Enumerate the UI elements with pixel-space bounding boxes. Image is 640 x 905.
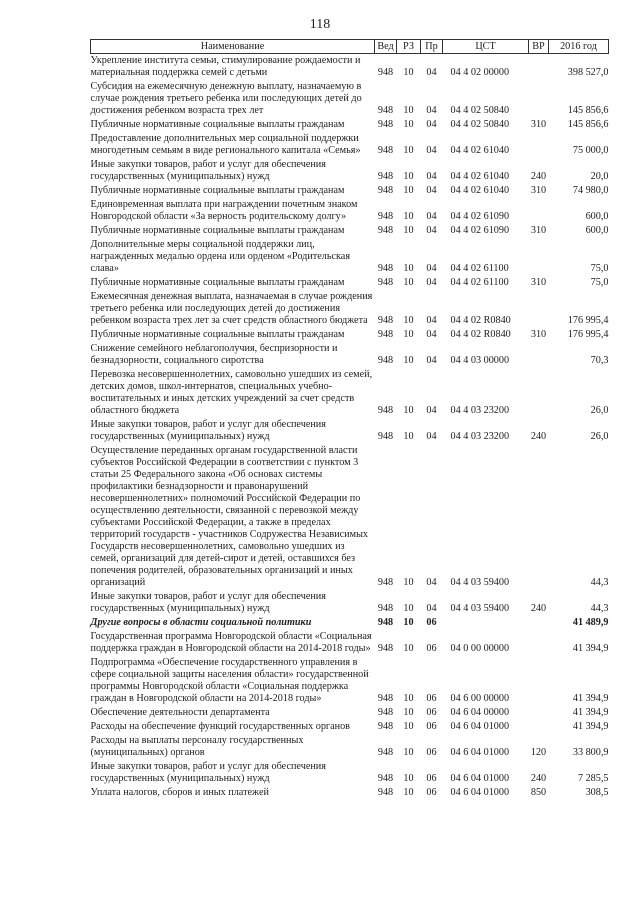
row-pr: 04 <box>426 225 437 236</box>
row-ved: 948 <box>377 431 394 442</box>
page-number: 118 <box>309 17 331 32</box>
table-row <box>91 368 609 418</box>
row-name: Иные закупки товаров, работ и услуг для обеспечения государственных (муниципальных) нужд <box>90 419 326 442</box>
row-ved: 948 <box>377 67 394 78</box>
row-pr: 04 <box>426 355 437 366</box>
row-vr <box>529 132 549 158</box>
row-ved: 948 <box>377 185 394 196</box>
row-vr <box>529 656 549 706</box>
row-vr <box>529 720 549 734</box>
row-vr <box>529 630 549 656</box>
row-vr: 240 <box>530 171 547 182</box>
row-vr <box>529 342 549 368</box>
row-sum: 41 394,9 <box>572 693 609 704</box>
row-vr <box>529 616 549 630</box>
row-rz: 10 <box>403 225 414 236</box>
row-cst: 04 4 02 50840 <box>450 105 510 116</box>
row-sum: 600,0 <box>585 211 609 222</box>
row-vr <box>529 706 549 720</box>
row-sum: 145 856,6 <box>567 105 609 116</box>
table-row <box>91 238 609 276</box>
row-vr: 240 <box>530 431 547 442</box>
row-rz: 10 <box>403 787 414 798</box>
budget-table <box>90 39 609 800</box>
row-rz: 10 <box>403 603 414 614</box>
table-row <box>91 656 609 706</box>
row-ved: 948 <box>377 405 394 416</box>
row-sum: 20,0 <box>590 171 609 182</box>
row-vr <box>529 54 549 81</box>
row-cst: 04 4 03 23200 <box>450 431 510 442</box>
row-vr <box>529 238 549 276</box>
row-name: Предоставление дополнительных мер социальной поддержки многодетным семьям в виде регионального капитала «Семья» <box>90 133 361 156</box>
row-sum: 41 394,9 <box>572 707 609 718</box>
row-name: Снижение семейного неблагополучия, беспризорности и безнадзорности, социального сиротства <box>90 343 338 366</box>
row-name: Другие вопросы в области социальной политики <box>90 617 312 628</box>
row-pr: 04 <box>426 145 437 156</box>
table-row <box>91 158 609 184</box>
row-name: Ежемесячная денежная выплата, назначаемая в случае рождения третьего ребенка или последующих детей до достижения ребенком возраста трех лет за счет средств областного бюджета <box>90 291 373 326</box>
table-row <box>91 132 609 158</box>
row-sum: 7 285,5 <box>577 773 609 784</box>
row-cst: 04 6 04 01000 <box>450 773 510 784</box>
row-sum: 44,3 <box>590 577 609 588</box>
row-name: Осуществление переданных органам государственной власти субъектов Российской Федерации в соответствии с пунктом 3 статьи 25 Федерального закона «Об основах системы профилактики безнадзорности и правонарушений несовершеннолетних» полномочий Российской Федерации по осуществлению деятельности, связанной с перевозкой между субъектами Российской Федерации, а также в пределах территорий государств - участников Содружества Независимых Государств несовершеннолетних, самовольно ушедших из семей, организаций для детей-сирот и детей, оставшихся без попечения родителей, образовательных организаций и иных организаций <box>90 445 369 588</box>
row-cst: 04 4 02 R0840 <box>450 315 511 326</box>
row-rz: 10 <box>403 277 414 288</box>
row-pr: 04 <box>426 315 437 326</box>
row-name: Иные закупки товаров, работ и услуг для обеспечения государственных (муниципальных) нужд <box>90 761 326 784</box>
row-name: Подпрограмма «Обеспечение государственного управления в сфере социальной защиты населения области» государственной программы Новгородской области «Социальная поддержка граждан в Новгородской области на 2014-2018 годы» <box>90 657 369 704</box>
row-rz: 10 <box>403 773 414 784</box>
row-name: Публичные нормативные социальные выплаты гражданам <box>90 277 345 288</box>
table-row <box>91 786 609 800</box>
row-pr: 04 <box>426 277 437 288</box>
row-pr: 04 <box>426 67 437 78</box>
row-cst: 04 6 00 00000 <box>450 693 510 704</box>
header-cst: ЦСТ <box>443 40 529 54</box>
row-vr <box>529 290 549 328</box>
row-pr: 06 <box>426 787 437 798</box>
row-ved: 948 <box>377 171 394 182</box>
row-cst: 04 4 02 61090 <box>450 225 510 236</box>
row-ved: 948 <box>377 355 394 366</box>
row-sum: 26,0 <box>590 405 609 416</box>
row-pr: 06 <box>426 707 437 718</box>
table-row <box>91 184 609 198</box>
row-rz: 10 <box>403 315 414 326</box>
table-row <box>91 80 609 118</box>
row-ved: 948 <box>377 263 394 274</box>
row-cst: 04 6 04 01000 <box>450 721 510 732</box>
table-row <box>91 224 609 238</box>
row-name: Обеспечение деятельности департамента <box>90 707 270 718</box>
row-pr: 04 <box>426 577 437 588</box>
row-ved: 948 <box>377 617 394 628</box>
row-sum: 41 489,9 <box>572 617 609 628</box>
row-ved: 948 <box>377 329 394 340</box>
row-pr: 04 <box>426 105 437 116</box>
row-vr: 310 <box>530 119 547 130</box>
row-vr: 310 <box>530 225 547 236</box>
row-rz: 10 <box>403 355 414 366</box>
row-name: Иные закупки товаров, работ и услуг для обеспечения государственных (муниципальных) нужд <box>90 159 326 182</box>
row-pr: 06 <box>426 773 437 784</box>
row-vr <box>529 368 549 418</box>
row-pr: 04 <box>426 329 437 340</box>
row-rz: 10 <box>403 185 414 196</box>
table-row <box>91 630 609 656</box>
row-cst: 04 6 04 01000 <box>450 787 510 798</box>
row-cst <box>443 616 529 630</box>
row-name: Публичные нормативные социальные выплаты гражданам <box>90 329 345 340</box>
table-row <box>91 720 609 734</box>
row-name: Расходы на выплаты персоналу государственных (муниципальных) органов <box>90 735 304 758</box>
table-row <box>91 328 609 342</box>
row-cst: 04 4 02 61040 <box>450 145 510 156</box>
row-pr: 06 <box>426 721 437 732</box>
row-vr: 310 <box>530 329 547 340</box>
row-name: Расходы на обеспечение функций государственных органов <box>90 721 350 732</box>
row-sum: 75,0 <box>590 277 609 288</box>
row-sum: 308,5 <box>585 787 609 798</box>
row-name: Иные закупки товаров, работ и услуг для обеспечения государственных (муниципальных) нужд <box>90 591 326 614</box>
table-row <box>91 54 609 81</box>
row-cst: 04 4 02 61090 <box>450 211 510 222</box>
table-row <box>91 342 609 368</box>
row-rz: 10 <box>403 119 414 130</box>
row-ved: 948 <box>377 577 394 588</box>
row-rz: 10 <box>403 211 414 222</box>
row-sum: 600,0 <box>585 225 609 236</box>
header-vr: ВР <box>529 40 549 54</box>
row-sum: 176 995,4 <box>567 315 609 326</box>
row-sum: 33 800,9 <box>572 747 609 758</box>
table-row <box>91 760 609 786</box>
row-sum: 26,0 <box>590 431 609 442</box>
row-rz: 10 <box>403 171 414 182</box>
row-rz: 10 <box>403 707 414 718</box>
row-rz: 10 <box>403 329 414 340</box>
table-row <box>91 118 609 132</box>
row-ved: 948 <box>377 721 394 732</box>
row-name: Единовременная выплата при награждении почетным знаком Новгородской области «За верность родительскому долгу» <box>90 199 358 222</box>
row-rz: 10 <box>403 145 414 156</box>
row-pr: 04 <box>426 603 437 614</box>
row-ved: 948 <box>377 105 394 116</box>
row-pr: 06 <box>426 643 437 654</box>
row-pr: 06 <box>426 693 437 704</box>
row-vr: 310 <box>530 185 547 196</box>
row-rz: 10 <box>403 67 414 78</box>
row-name: Укрепление института семьи, стимулирование рождаемости и материальная поддержка семей с детьми <box>90 55 361 78</box>
header-year: 2016 год <box>549 40 609 54</box>
row-pr: 06 <box>426 747 437 758</box>
row-rz: 10 <box>403 405 414 416</box>
row-name: Публичные нормативные социальные выплаты гражданам <box>90 185 345 196</box>
row-ved: 948 <box>377 693 394 704</box>
row-pr: 04 <box>426 119 437 130</box>
row-sum: 75,0 <box>590 263 609 274</box>
row-ved: 948 <box>377 145 394 156</box>
row-cst: 04 4 02 61040 <box>450 171 510 182</box>
row-sum: 44,3 <box>590 603 609 614</box>
row-vr: 120 <box>530 747 547 758</box>
row-rz: 10 <box>403 721 414 732</box>
row-name: Публичные нормативные социальные выплаты гражданам <box>90 119 345 130</box>
row-cst: 04 6 04 01000 <box>450 747 510 758</box>
row-name: Уплата налогов, сборов и иных платежей <box>90 787 269 798</box>
row-ved: 948 <box>377 225 394 236</box>
row-name: Перевозка несовершеннолетних, самовольно ушедших из семей, детских домов, школ-интернатов, специальных учебно-воспитательных и иных детских учреждений за счет средств областного бюджета <box>90 369 373 416</box>
row-ved: 948 <box>377 747 394 758</box>
row-pr: 04 <box>426 431 437 442</box>
row-cst: 04 4 03 59400 <box>450 577 510 588</box>
row-ved: 948 <box>377 773 394 784</box>
row-cst: 04 6 04 00000 <box>450 707 510 718</box>
row-ved: 948 <box>377 643 394 654</box>
row-cst: 04 4 02 61100 <box>450 277 509 288</box>
row-ved: 948 <box>377 787 394 798</box>
row-cst: 04 4 03 23200 <box>450 405 510 416</box>
header-ved: Вед <box>375 40 397 54</box>
row-name: Публичные нормативные социальные выплаты гражданам <box>90 225 345 236</box>
row-cst: 04 4 02 00000 <box>450 67 510 78</box>
row-rz: 10 <box>403 577 414 588</box>
row-cst: 04 4 02 61040 <box>450 185 510 196</box>
row-name: Государственная программа Новгородской области «Социальная поддержка граждан в Новгородской области на 2014-2018 годы» <box>90 631 372 654</box>
row-rz: 10 <box>403 643 414 654</box>
row-rz: 10 <box>403 263 414 274</box>
table-row <box>91 418 609 444</box>
row-rz: 10 <box>403 747 414 758</box>
row-sum: 70,3 <box>590 355 609 366</box>
row-sum: 41 394,9 <box>572 721 609 732</box>
row-sum: 176 995,4 <box>567 329 609 340</box>
row-vr: 240 <box>530 603 547 614</box>
header-rz: РЗ <box>397 40 421 54</box>
row-rz: 10 <box>403 693 414 704</box>
header-pr: Пр <box>421 40 443 54</box>
row-rz: 10 <box>403 105 414 116</box>
row-pr: 04 <box>426 185 437 196</box>
row-pr: 04 <box>426 171 437 182</box>
row-ved: 948 <box>377 315 394 326</box>
table-row <box>91 198 609 224</box>
row-ved: 948 <box>377 277 394 288</box>
table-row <box>91 276 609 290</box>
table-row <box>91 734 609 760</box>
row-ved: 948 <box>377 707 394 718</box>
table-row <box>91 290 609 328</box>
row-sum: 75 000,0 <box>572 145 609 156</box>
table-row <box>91 706 609 720</box>
row-ved: 948 <box>377 211 394 222</box>
row-sum: 74 980,0 <box>572 185 609 196</box>
row-vr: 310 <box>530 277 547 288</box>
row-ved: 948 <box>377 603 394 614</box>
row-name: Субсидия на ежемесячную денежную выплату, назначаемую в случае рождения третьего ребенка или последующих детей до достижения ребенком возраста трех лет <box>90 81 362 116</box>
row-name: Дополнительные меры социальной поддержки лиц, награжденных медалью ордена или орденом «Родительская слава» <box>90 239 351 274</box>
row-vr: 850 <box>530 787 547 798</box>
row-ved: 948 <box>377 119 394 130</box>
row-vr <box>529 444 549 590</box>
row-rz: 10 <box>403 617 414 628</box>
row-cst: 04 4 02 50840 <box>450 119 510 130</box>
row-vr <box>529 198 549 224</box>
row-vr <box>529 80 549 118</box>
row-cst: 04 4 02 61100 <box>450 263 509 274</box>
row-cst: 04 4 03 00000 <box>450 355 510 366</box>
row-sum: 145 856,6 <box>567 119 609 130</box>
row-pr: 06 <box>426 617 437 628</box>
row-cst: 04 0 00 00000 <box>450 643 510 654</box>
row-sum: 41 394,9 <box>572 643 609 654</box>
row-cst: 04 4 02 R0840 <box>450 329 511 340</box>
row-pr: 04 <box>426 211 437 222</box>
table-row <box>91 590 609 616</box>
header-name: Наименование <box>91 40 375 54</box>
row-rz: 10 <box>403 431 414 442</box>
row-pr: 04 <box>426 405 437 416</box>
row-vr: 240 <box>530 773 547 784</box>
row-pr: 04 <box>426 263 437 274</box>
table-header-row <box>91 40 609 54</box>
table-row <box>91 444 609 590</box>
table-row <box>91 616 609 630</box>
row-cst: 04 4 03 59400 <box>450 603 510 614</box>
row-sum: 398 527,0 <box>567 67 609 78</box>
